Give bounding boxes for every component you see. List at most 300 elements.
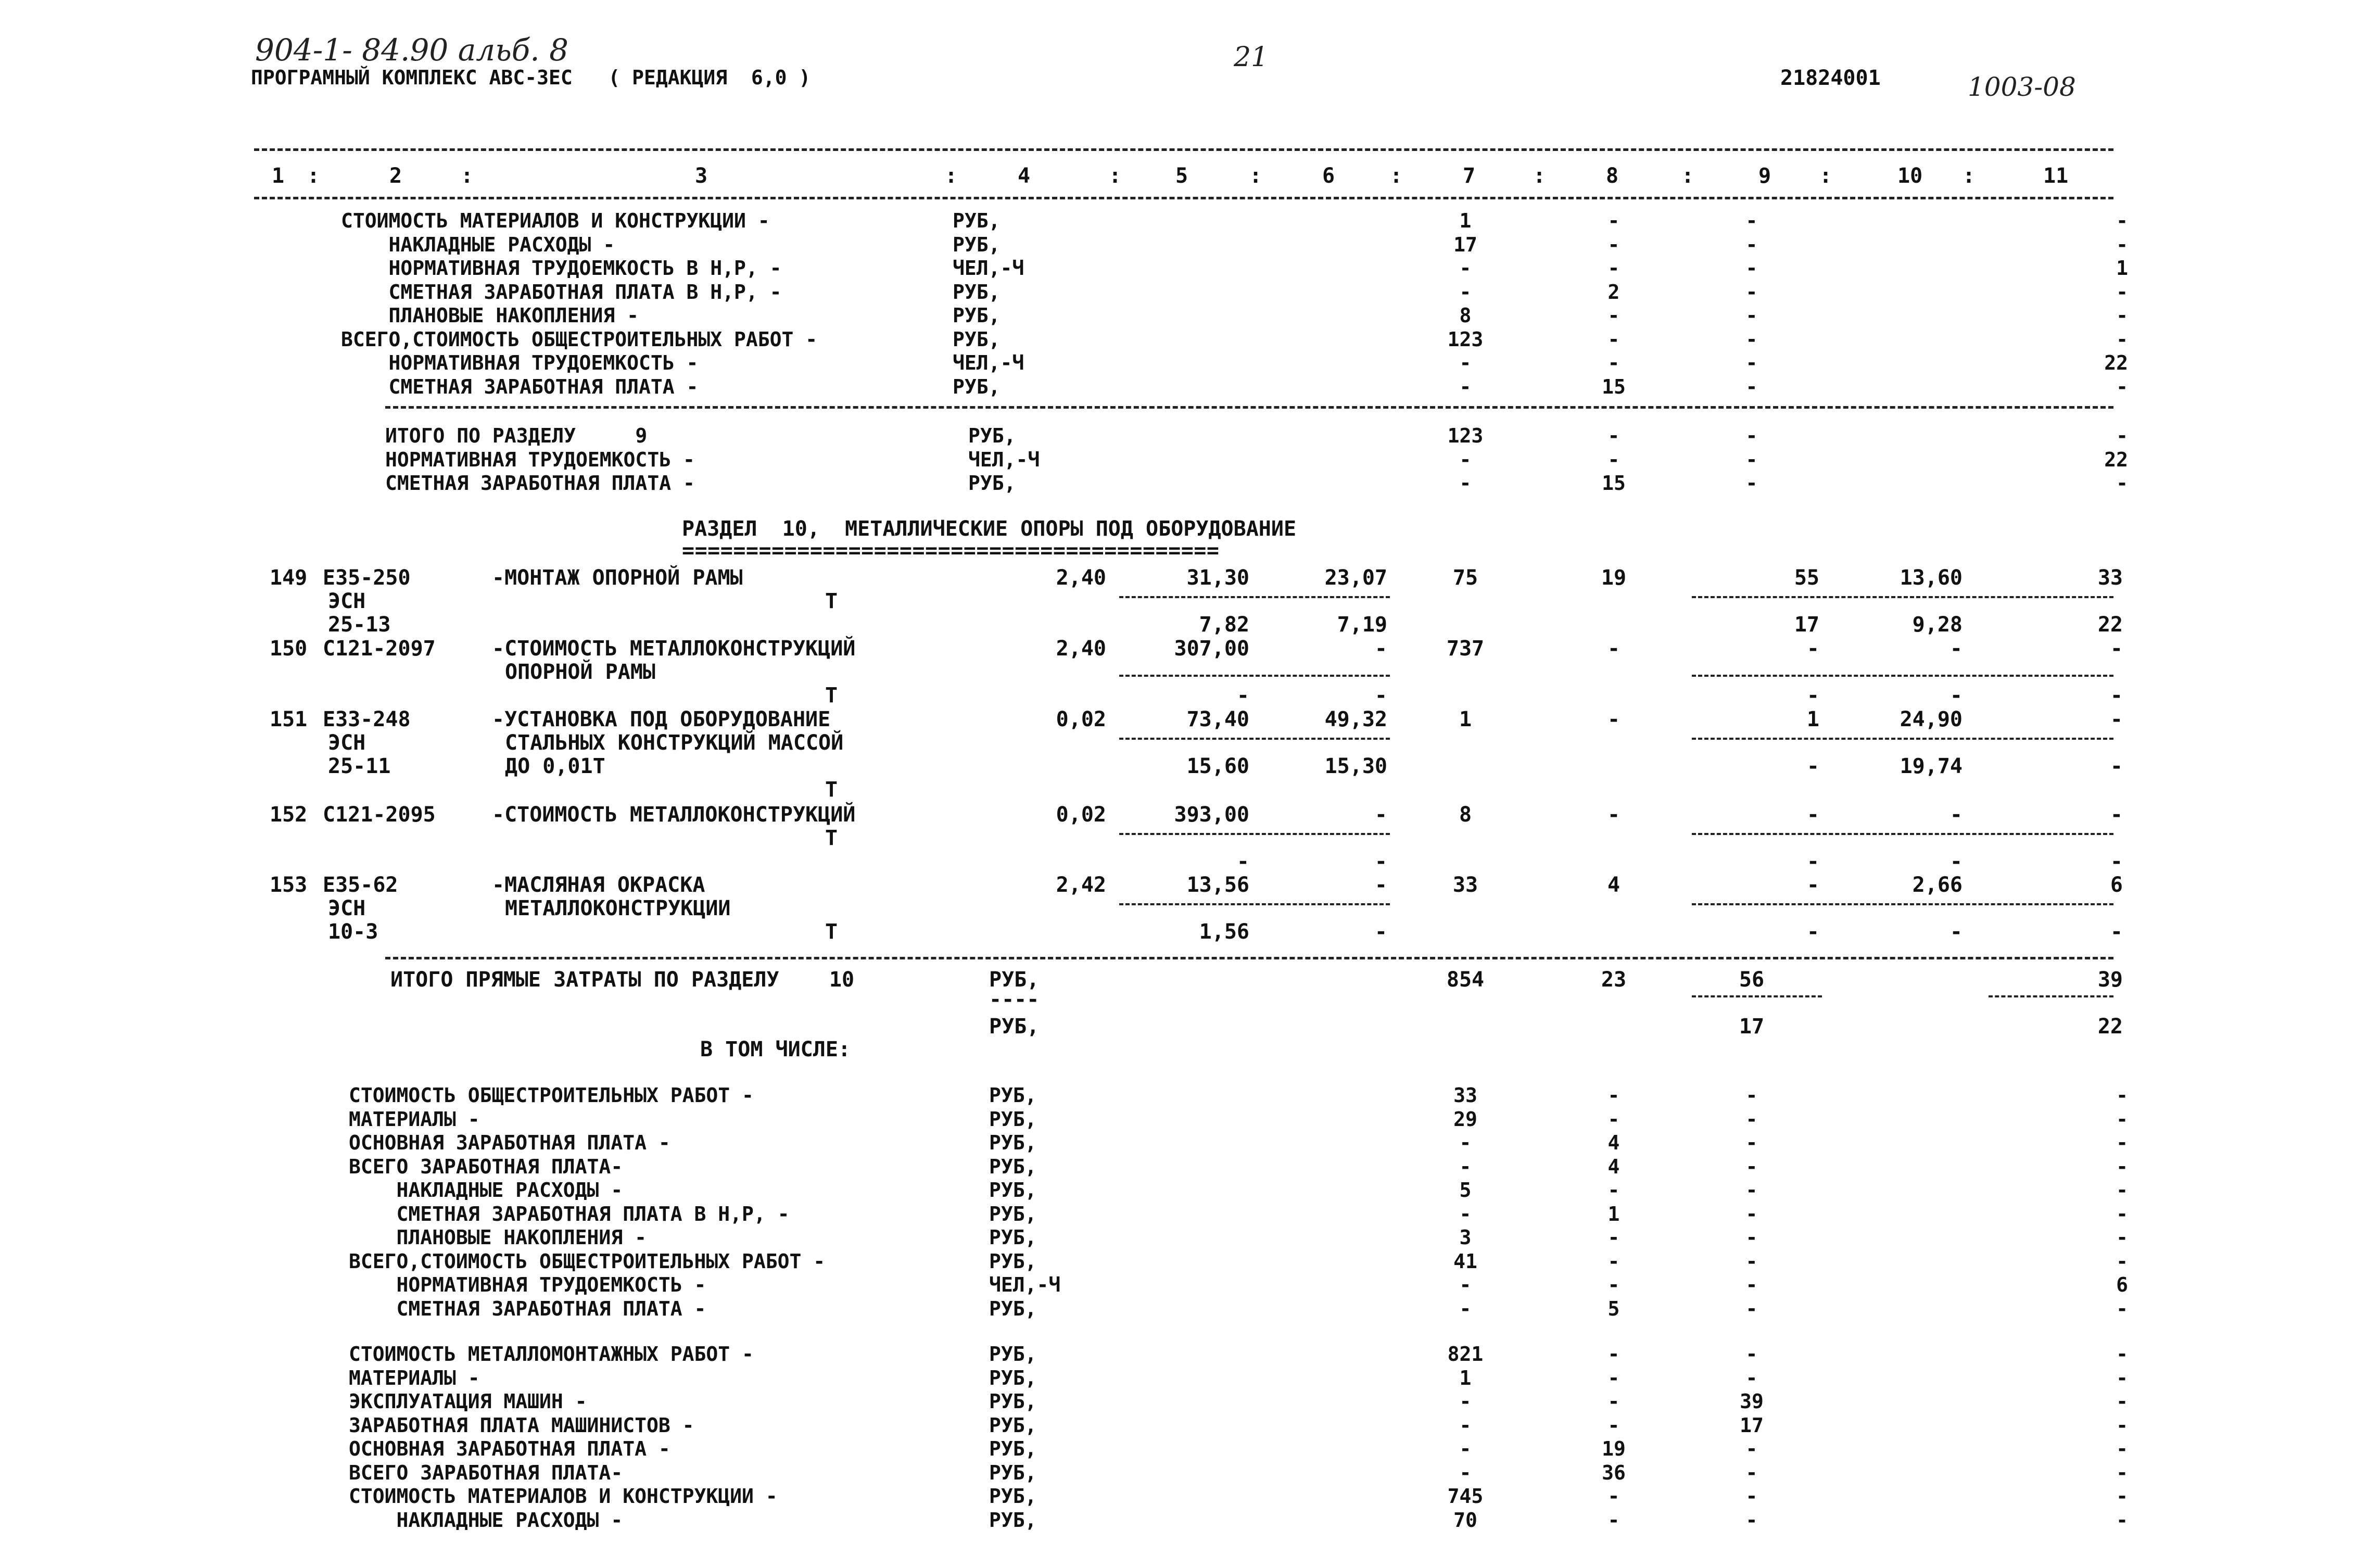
item-quantity: 2,40 — [1056, 637, 1106, 661]
summary-unit: РУБ, — [989, 1508, 1037, 1532]
summary-unit: РУБ, — [989, 1485, 1037, 1508]
col8-value: 4 — [1607, 873, 1621, 897]
col8-value: - — [1607, 1084, 1620, 1107]
col11-value: - — [2110, 850, 2123, 874]
col8-value: - — [1607, 304, 1620, 327]
col11-value: - — [2116, 1202, 2128, 1225]
col7-value: - — [1459, 1437, 1472, 1460]
col7-value: 821 — [1447, 1343, 1484, 1365]
item-unit: Т — [825, 920, 838, 944]
col7-value: 5 — [1459, 1179, 1472, 1202]
col8-value: - — [1607, 1179, 1620, 1202]
column-number-5: 5 — [1175, 164, 1188, 188]
summary-unit: РУБ, — [989, 1155, 1037, 1178]
col11-value: - — [2116, 1390, 2128, 1413]
col11-value: - — [2116, 1461, 2128, 1484]
col11-value: - — [2116, 1084, 2128, 1107]
col9-value: - — [1745, 1273, 1758, 1296]
col9-value: - — [1745, 1249, 1758, 1273]
col8-value: - — [1607, 257, 1620, 280]
col8-value: 19 — [1602, 1437, 1626, 1460]
summary-label: СТОИМОСТЬ МЕТАЛЛОМОНТАЖНЫХ РАБОТ - — [349, 1343, 754, 1365]
col5-value: - — [1236, 850, 1249, 874]
col7-value: 33 — [1453, 1084, 1477, 1107]
summary-label: НАКЛАДНЫЕ РАСХОДЫ - — [349, 1179, 623, 1202]
column-separator: : — [1249, 164, 1262, 188]
col8-value: - — [1607, 209, 1620, 232]
col9-value: - — [1745, 1343, 1758, 1365]
handwritten-reference: 1003-08 — [1968, 72, 2076, 102]
col8-value: - — [1607, 1249, 1620, 1273]
col7-value: 1 — [1459, 1366, 1472, 1389]
summary-label: СМЕТНАЯ ЗАРАБОТНАЯ ПЛАТА - — [385, 472, 695, 495]
col8-value: 1 — [1607, 1202, 1620, 1225]
summary-unit: РУБ, — [989, 1202, 1037, 1225]
col11-value: - — [2110, 637, 2123, 661]
col5-value: 307,00 — [1174, 637, 1249, 661]
col9-value: - — [1745, 257, 1758, 280]
col8-value: - — [1607, 327, 1620, 351]
col6-value: 23,07 — [1324, 566, 1387, 590]
col7-value: - — [1459, 257, 1472, 280]
col11-value: - — [2116, 1249, 2128, 1273]
col9-value: - — [1745, 1131, 1758, 1154]
col11-value: - — [2116, 233, 2128, 256]
col8-value: - — [1607, 1273, 1620, 1296]
col8-value: - — [1607, 1343, 1620, 1365]
col9-value: - — [1745, 1508, 1758, 1532]
summary-unit: РУБ, — [989, 1249, 1037, 1273]
col9-value: - — [1745, 1226, 1758, 1249]
column-number-4: 4 — [1018, 164, 1031, 188]
item-subrule — [1692, 596, 2113, 598]
col11-value: - — [2116, 424, 2128, 447]
summary-label: СМЕТНАЯ ЗАРАБОТНАЯ ПЛАТА - — [341, 375, 699, 398]
col7-value: - — [1459, 1273, 1472, 1296]
col7-value: 33 — [1452, 873, 1478, 897]
col7-value: - — [1459, 1297, 1472, 1320]
col7-value: 1 — [1459, 209, 1472, 232]
col9-value: - — [1745, 1084, 1758, 1107]
summary-label: ВСЕГО ЗАРАБОТНАЯ ПЛАТА- — [349, 1155, 623, 1178]
col8-value: - — [1607, 233, 1620, 256]
summary-label: НОРМАТИВНАЯ ТРУДОЕМКОСТЬ - — [385, 448, 695, 471]
col8-value: 19 — [1601, 566, 1627, 590]
col10-value: - — [1949, 684, 1963, 707]
item-code-norm: ЭСН — [328, 589, 366, 613]
col8-value: - — [1607, 1390, 1620, 1413]
col7-value: - — [1459, 1413, 1472, 1437]
summary-unit: РУБ, — [989, 1107, 1037, 1131]
col8-value: - — [1607, 1107, 1620, 1131]
col9-value: - — [1745, 472, 1758, 495]
col6-value: 49,32 — [1324, 707, 1387, 731]
item-subrule — [1119, 903, 1390, 905]
summary-label: МАТЕРИАЛЫ - — [349, 1107, 480, 1131]
item-subrule — [1119, 833, 1390, 835]
col9-value: - — [1745, 1485, 1758, 1508]
col6-value: - — [1374, 637, 1387, 661]
col11-value: - — [2116, 375, 2128, 398]
col9-value: - — [1745, 1461, 1758, 1484]
column-separator: : — [1819, 164, 1832, 188]
col11-value: - — [2116, 327, 2128, 351]
summary-label: НАКЛАДНЫЕ РАСХОДЫ - — [349, 1508, 623, 1532]
col11-value: 33 — [2097, 566, 2123, 590]
summary-unit: РУБ, — [953, 209, 1001, 232]
col11-value: 22 — [2097, 613, 2123, 637]
col9-value: - — [1745, 448, 1758, 471]
summary-label: ВСЕГО,СТОИМОСТЬ ОБЩЕСТРОИТЕЛЬНЫХ РАБОТ - — [341, 327, 818, 351]
summary-label: ИТОГО ПО РАЗДЕЛУ 9 — [385, 424, 648, 447]
summary-unit: РУБ, — [989, 1131, 1037, 1154]
summary-label: СТОИМОСТЬ МАТЕРИАЛОВ И КОНСТРУКЦИИ - — [349, 1485, 778, 1508]
col9-value: - — [1745, 209, 1758, 232]
summary-label: СМЕТНАЯ ЗАРАБОТНАЯ ПЛАТА - — [349, 1297, 706, 1320]
section-10-title: РАЗДЕЛ 10, МЕТАЛЛИЧЕСКИЕ ОПОРЫ ПОД ОБОРУДОВАНИЕ — [682, 517, 1297, 541]
column-number-11: 11 — [2043, 164, 2069, 188]
col9-value: 1 — [1806, 707, 1819, 731]
program-title: ПРОГРАМНЫЙ КОМПЛЕКС АВС-ЗЕС ( РЕДАКЦИЯ 6,0 ) — [251, 66, 811, 89]
item-description: -МАСЛЯНАЯ ОКРАСКА — [492, 873, 705, 897]
col11-value: 22 — [2104, 351, 2128, 374]
item-subrule — [1692, 675, 2113, 677]
col8-value: - — [1607, 707, 1621, 731]
col11-value: - — [2116, 1131, 2128, 1154]
col7-value: 8 — [1459, 803, 1472, 827]
col8-value: - — [1607, 1226, 1620, 1249]
col7-value: - — [1459, 1390, 1472, 1413]
item-code-norm: ЭСН — [328, 731, 366, 755]
column-number-3: 3 — [695, 164, 708, 188]
total-subrule — [1989, 995, 2113, 997]
col6-value: - — [1374, 850, 1387, 874]
document-code: 21824001 — [1780, 66, 1881, 90]
col9-value: - — [1745, 1107, 1758, 1131]
summary-unit: РУБ, — [989, 1461, 1037, 1484]
col5-value: 13,56 — [1186, 873, 1249, 897]
col11-value: - — [2116, 1179, 2128, 1202]
summary-unit: РУБ, — [989, 1390, 1037, 1413]
col11-value: 6 — [2110, 873, 2123, 897]
col11-value: - — [2116, 1155, 2128, 1178]
item-description: ДО 0,01Т — [505, 754, 605, 778]
col5-value: - — [1236, 684, 1249, 707]
col7-value: - — [1459, 1131, 1472, 1154]
item-number: 152 — [270, 803, 308, 827]
item-description: МЕТАЛЛОКОНСТРУКЦИИ — [505, 896, 731, 920]
col7-value: 8 — [1459, 304, 1472, 327]
summary-unit: РУБ, — [953, 375, 1001, 398]
col11-value: 22 — [2104, 448, 2128, 471]
col9-value: - — [1745, 1366, 1758, 1389]
col6-value: 15,30 — [1324, 754, 1387, 778]
summary-label: ЭКСПЛУАТАЦИЯ МАШИН - — [349, 1390, 587, 1413]
item-code: С121-2097 — [323, 637, 436, 661]
col10-value: - — [1949, 637, 1963, 661]
total-label: ИТОГО ПРЯМЫЕ ЗАТРАТЫ ПО РАЗДЕЛУ 10 — [390, 968, 855, 992]
col7-value: 29 — [1453, 1107, 1477, 1131]
column-number-6: 6 — [1322, 164, 1335, 188]
col9-value: - — [1806, 637, 1819, 661]
item-subrule — [1692, 738, 2113, 740]
item-unit: Т — [825, 589, 838, 613]
column-number-1: 1 — [272, 164, 285, 188]
col9-value: - — [1745, 375, 1758, 398]
summary-unit: РУБ, — [953, 304, 1001, 327]
col7-value: 41 — [1453, 1249, 1477, 1273]
column-number-9: 9 — [1758, 164, 1771, 188]
summary-label: ЗАРАБОТНАЯ ПЛАТА МАШИНИСТОВ - — [349, 1413, 694, 1437]
col8-value: 23 — [1601, 968, 1627, 992]
item-number: 150 — [270, 637, 308, 661]
col9-value: - — [1745, 1437, 1758, 1460]
col10-value: 2,66 — [1912, 873, 1963, 897]
col7-value: 123 — [1447, 327, 1484, 351]
col5-value: 31,30 — [1186, 566, 1249, 590]
col7-value: 3 — [1459, 1226, 1472, 1249]
col9-value: - — [1745, 424, 1758, 447]
col11-value: - — [2116, 280, 2128, 304]
col8-value: - — [1607, 448, 1620, 471]
col9-value: 55 — [1794, 566, 1819, 590]
col9-value: - — [1806, 920, 1819, 944]
item-quantity: 2,40 — [1056, 566, 1106, 590]
col9-value: - — [1806, 684, 1819, 707]
col8-value: - — [1607, 1366, 1620, 1389]
col9-value: - — [1806, 754, 1819, 778]
col7-value: - — [1459, 1461, 1472, 1484]
col9-value: 56 — [1739, 968, 1765, 992]
col9-value: - — [1745, 304, 1758, 327]
col11-value: - — [2116, 304, 2128, 327]
col10-value: 9,28 — [1912, 613, 1963, 637]
summary-unit: РУБ, — [989, 1179, 1037, 1202]
column-number-7: 7 — [1463, 164, 1476, 188]
col6-value: - — [1374, 920, 1387, 944]
col7-value: - — [1459, 472, 1472, 495]
col11-value: - — [2116, 1107, 2128, 1131]
column-number-8: 8 — [1606, 164, 1619, 188]
col11-value: - — [2110, 684, 2123, 707]
item-number: 149 — [270, 566, 308, 590]
col10-value: 24,90 — [1900, 707, 1963, 731]
item-subrule — [1119, 738, 1390, 740]
item-subrule — [1119, 596, 1390, 598]
col9-value: - — [1806, 850, 1819, 874]
col5-value: 1,56 — [1199, 920, 1249, 944]
col11-value: - — [2116, 1437, 2128, 1460]
col11-value: - — [2116, 1226, 2128, 1249]
total-unit: РУБ, — [989, 968, 1040, 992]
item-quantity: 2,42 — [1056, 873, 1106, 897]
section-10-underline: ========================================== — [682, 539, 1220, 563]
col7-value: - — [1459, 351, 1472, 374]
col7-value: 17 — [1453, 233, 1477, 256]
included-title: В ТОМ ЧИСЛЕ: — [700, 1038, 851, 1061]
col10-value: 19,74 — [1900, 754, 1963, 778]
item-quantity: 0,02 — [1056, 803, 1106, 827]
col9-value: 17 — [1739, 1015, 1765, 1039]
col5-value: 15,60 — [1186, 754, 1249, 778]
item-subrule — [1692, 833, 2113, 835]
col7-value: 745 — [1447, 1485, 1484, 1508]
summary-label: СТОИМОСТЬ МАТЕРИАЛОВ И КОНСТРУКЦИИ - — [341, 209, 770, 232]
summary-unit: РУБ, — [953, 233, 1001, 256]
item-unit: Т — [825, 684, 838, 707]
col9-value: - — [1745, 327, 1758, 351]
col11-value: - — [2116, 1297, 2128, 1320]
col11-value: - — [2116, 209, 2128, 232]
item-subrule — [1119, 675, 1390, 677]
summary-label: НОРМАТИВНАЯ ТРУДОЕМКОСТЬ - — [341, 351, 699, 374]
summary-unit: РУБ, — [953, 280, 1001, 304]
summary-unit: РУБ, — [989, 1437, 1037, 1460]
item-code: С121-2095 — [323, 803, 436, 827]
col9-value: - — [1745, 1155, 1758, 1178]
item-code-ref: 25-11 — [328, 754, 391, 778]
col11-value: - — [2110, 803, 2123, 827]
summary-unit: РУБ, — [989, 1084, 1037, 1107]
column-number-2: 2 — [389, 164, 402, 188]
total-rule — [385, 957, 2113, 959]
col6-value: 7,19 — [1337, 613, 1387, 637]
summary-label: СТОИМОСТЬ ОБЩЕСТРОИТЕЛЬНЫХ РАБОТ - — [349, 1084, 754, 1107]
column-separator: : — [1533, 164, 1546, 188]
col9-value: - — [1806, 803, 1819, 827]
col11-value: 6 — [2116, 1273, 2128, 1296]
col9-value: - — [1745, 351, 1758, 374]
column-separator: : — [461, 164, 474, 188]
item-number: 153 — [270, 873, 308, 897]
item-description: -УСТАНОВКА ПОД ОБОРУДОВАНИЕ — [492, 707, 831, 731]
item-unit: Т — [825, 826, 838, 850]
item-code: Е35-250 — [323, 566, 411, 590]
item-code-ref: 10-3 — [328, 920, 378, 944]
column-separator: : — [1390, 164, 1403, 188]
col11-value: - — [2110, 754, 2123, 778]
col9-value: 17 — [1794, 613, 1819, 637]
col11-value: - — [2116, 472, 2128, 495]
summary-label: ПЛАНОВЫЕ НАКОПЛЕНИЯ - — [349, 1226, 647, 1249]
column-separator: : — [307, 164, 320, 188]
col8-value: 15 — [1602, 472, 1626, 495]
total-subrule — [1692, 995, 1822, 997]
col8-value: 15 — [1602, 375, 1626, 398]
item-code-ref: 25-13 — [328, 613, 391, 637]
summary-unit: РУБ, — [989, 1413, 1037, 1437]
summary-unit: РУБ, — [989, 1226, 1037, 1249]
col11-value: 22 — [2097, 1015, 2123, 1039]
col8-value: - — [1607, 351, 1620, 374]
col8-value: - — [1607, 637, 1621, 661]
col7-value: - — [1459, 375, 1472, 398]
summary-unit: ЧЕЛ,-Ч — [989, 1273, 1061, 1296]
col8-value: 4 — [1607, 1131, 1620, 1154]
col6-value: - — [1374, 684, 1387, 707]
column-separator: : — [945, 164, 958, 188]
col8-value: 36 — [1602, 1461, 1626, 1484]
column-separator: : — [1109, 164, 1122, 188]
col11-value: - — [2110, 707, 2123, 731]
column-number-10: 10 — [1897, 164, 1923, 188]
col11-value: - — [2116, 1413, 2128, 1437]
col6-value: - — [1374, 803, 1387, 827]
col11-value: - — [2116, 1366, 2128, 1389]
col7-value: 854 — [1446, 968, 1485, 992]
col5-value: 7,82 — [1199, 613, 1249, 637]
col9-value: - — [1745, 1179, 1758, 1202]
col11-value: 1 — [2116, 257, 2128, 280]
total-unit-separator: ---- — [989, 988, 1040, 1011]
column-separator: : — [1963, 164, 1976, 188]
col9-value: 39 — [1740, 1390, 1764, 1413]
col8-value: - — [1607, 1413, 1620, 1437]
col7-value: 737 — [1446, 637, 1485, 661]
col9-value: - — [1745, 1202, 1758, 1225]
item-description: ОПОРНОЙ РАМЫ — [505, 660, 655, 684]
col8-value: - — [1607, 1508, 1620, 1532]
summary-label: ОСНОВНАЯ ЗАРАБОТНАЯ ПЛАТА - — [349, 1131, 670, 1154]
block-a-end-rule — [385, 406, 2113, 409]
col9-value: - — [1745, 1297, 1758, 1320]
col7-value: 123 — [1447, 424, 1484, 447]
item-description: -МОНТАЖ ОПОРНОЙ РАМЫ — [492, 566, 743, 590]
summary-unit: РУБ, — [968, 424, 1016, 447]
col8-value: - — [1607, 803, 1621, 827]
summary-label: ОСНОВНАЯ ЗАРАБОТНАЯ ПЛАТА - — [349, 1437, 670, 1460]
col7-value: 70 — [1453, 1508, 1477, 1532]
col11-value: - — [2116, 1343, 2128, 1365]
summary-label: ПЛАНОВЫЕ НАКОПЛЕНИЯ - — [341, 304, 639, 327]
item-code: Е35-62 — [323, 873, 398, 897]
summary-label: НОРМАТИВНАЯ ТРУДОЕМКОСТЬ В Н,Р, - — [341, 257, 782, 280]
col11-value: - — [2116, 1485, 2128, 1508]
summary-unit: ЧЕЛ,-Ч — [968, 448, 1040, 471]
col9-value: 17 — [1740, 1413, 1764, 1437]
item-code: Е33-248 — [323, 707, 411, 731]
summary-label: МАТЕРИАЛЫ - — [349, 1366, 480, 1389]
summary-unit: РУБ, — [968, 472, 1016, 495]
col7-value: - — [1459, 1202, 1472, 1225]
summary-unit: РУБ, — [989, 1297, 1037, 1320]
summary-unit: РУБ, — [953, 327, 1001, 351]
col8-value: 2 — [1607, 280, 1620, 304]
summary-label: НАКЛАДНЫЕ РАСХОДЫ - — [341, 233, 615, 256]
summary-unit: ЧЕЛ,-Ч — [953, 257, 1024, 280]
item-subrule — [1692, 903, 2113, 905]
col8-value: - — [1607, 424, 1620, 447]
col7-value: - — [1459, 1155, 1472, 1178]
col10-value: - — [1949, 850, 1963, 874]
col8-value: 5 — [1607, 1297, 1620, 1320]
col8-value: - — [1607, 1485, 1620, 1508]
summary-label: НОРМАТИВНАЯ ТРУДОЕМКОСТЬ - — [349, 1273, 706, 1296]
col7-value: - — [1459, 448, 1472, 471]
item-number: 151 — [270, 707, 308, 731]
col9-value: - — [1745, 280, 1758, 304]
page-number: 21 — [1234, 42, 1269, 73]
summary-unit: ЧЕЛ,-Ч — [953, 351, 1024, 374]
col6-value: - — [1374, 873, 1387, 897]
col11-value: - — [2110, 920, 2123, 944]
col7-value: 75 — [1452, 566, 1478, 590]
col11-value: 39 — [2097, 968, 2123, 992]
summary-label: СМЕТНАЯ ЗАРАБОТНАЯ ПЛАТА В Н,Р, - — [341, 280, 782, 304]
col7-value: - — [1459, 280, 1472, 304]
col5-value: 73,40 — [1186, 707, 1249, 731]
col10-value: - — [1949, 803, 1963, 827]
